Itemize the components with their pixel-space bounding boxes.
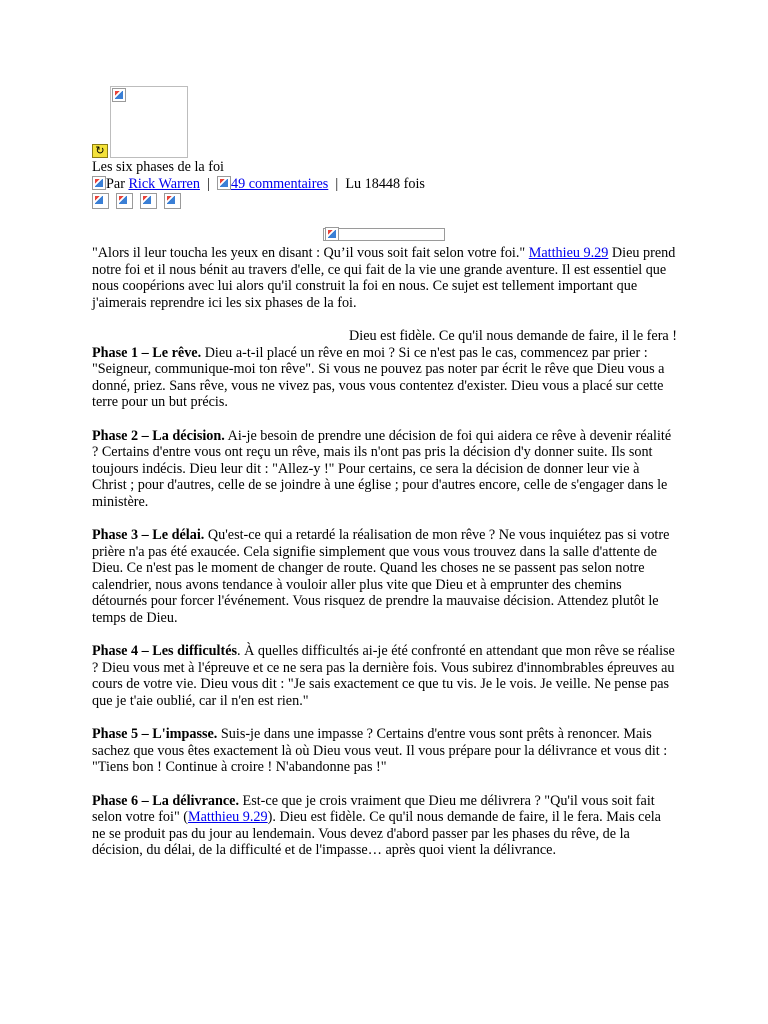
comments-link[interactable]: 49 commentaires bbox=[230, 176, 329, 192]
author-link[interactable]: Rick Warren bbox=[128, 176, 200, 192]
scripture-link[interactable]: Matthieu 9.29 bbox=[188, 809, 268, 826]
scripture-link[interactable]: Matthieu 9.29 bbox=[528, 245, 609, 261]
phase-text: Ai-je besoin de prendre une décision de foi qui aidera ce rêve à devenir réalité ? Certains d'entre vous ont reçu un rêve, mais ils n'ont pas pris la décision d'y donner suite. Ils sont toujours indécis. Dieu leur dit : "Allez-y !" Pour certains, ce sera la décision de donner leur vie à Christ ; pour d'autres, celle de se joindre à une église ; pour d'autres encore, celle de s'engager dans le ministère. bbox=[92, 427, 672, 510]
byline-prefix: Par bbox=[106, 176, 125, 192]
phase-1 bbox=[92, 345, 677, 411]
pull-quote: Dieu est fidèle. Ce qu'il nous demande de faire, il le fera ! bbox=[349, 327, 677, 344]
phase-3 bbox=[92, 527, 677, 627]
intro-paragraph bbox=[92, 245, 677, 311]
article-title: Les six phases de la foi bbox=[92, 159, 224, 175]
meta-separator: | bbox=[207, 176, 210, 192]
view-count: Lu 18448 fois bbox=[345, 176, 425, 192]
phase-6 bbox=[92, 793, 677, 859]
phase-title: Phase 4 – Les difficultés bbox=[92, 643, 238, 660]
phase-text: Est-ce que je crois vraiment que Dieu me délivrera ? "Qu'il vous soit fait selon votre foi" ( bbox=[92, 792, 655, 826]
phase-title: Phase 1 – Le rêve. bbox=[92, 344, 202, 361]
phase-title: Phase 6 – La délivrance. bbox=[92, 792, 239, 809]
comments-icon bbox=[217, 176, 231, 190]
share-icons bbox=[92, 193, 188, 212]
phase-text: ). Dieu est fidèle. Ce qu'il nous demande de faire, il le fera. Mais cela ne se produit pas du jour au lendemain. Vous devez d'abord passer par les phases du rêve, de la décision, du délai, de la difficulté et de l'impasse… après quoi vient la délivrance. bbox=[92, 809, 661, 859]
broken-image-icon bbox=[112, 88, 126, 102]
meta-separator: | bbox=[335, 176, 339, 192]
phase-text: . À quelles difficultés ai-je été confronté en attendant que mon rêve se réalise ? Dieu vous met à l'épreuve et ce ne sera pas la dernière fois. Vous subirez d'innombrables épreuves au cours de votre vie. Dieu vous dit : "Je sais exactement ce que tu vis. Je le vois. Je veille. Ne pense pas que je t'aie oublié, car il n'en est rien." bbox=[92, 643, 675, 710]
phase-text: Qu'est-ce qui a retardé la réalisation de mon rêve ? Ne vous inquiétez pas si votre prière n'a pas été exaucée. Cela signifie simplement que vous vous trouvez dans la salle d'attente de Dieu. Ce n'est pas le moment de changer de route. Quand les choses ne se passent pas selon notre calendrier, nous avons tendance à vouloir aller plus vite que Dieu et à emprunter des chemins détournés pour forcer l'événement. Vous risquez de prendre la mauvaise décision. Attendez plutôt le temps de Dieu. bbox=[92, 527, 670, 627]
phase-2 bbox=[92, 428, 677, 511]
phase-title: Phase 2 – La décision. bbox=[92, 427, 225, 444]
banner-image bbox=[323, 228, 445, 241]
share-icon-4[interactable] bbox=[164, 193, 181, 209]
phase-title: Phase 3 – Le délai. bbox=[92, 527, 205, 544]
phase-text: Dieu a-t-il placé un rêve en moi ? Si ce n'est pas le cas, commencez par prier : "Seigneur, communique-moi ton rêve". Si vous ne pouvez pas noter par écrit le rêve que Dieu vous a donné, priez. Sans rêve, vous ne vivez pas, vous vous contentez d'exister. Dieu vous a placé sur cette terre pour un but précis. bbox=[92, 344, 665, 411]
share-icon-3[interactable] bbox=[140, 193, 157, 209]
share-icon-1[interactable] bbox=[92, 193, 109, 209]
article-meta bbox=[92, 176, 425, 193]
article-thumbnail bbox=[110, 86, 188, 158]
article-body bbox=[92, 245, 677, 876]
share-icon-2[interactable] bbox=[116, 193, 133, 209]
phase-5 bbox=[92, 726, 677, 776]
phase-title: Phase 5 – L'impasse. bbox=[92, 726, 218, 743]
intro-text: Dieu prend notre foi et il nous bénit au travers d'elle, ce qui fait de la vie une grande aventure. Il est essentiel que nous coopérions avec lui alors qu'il construit la foi en nous. Ce sujet est tellement important que j'aimerais reprendre ici les six phases de la foi. bbox=[92, 245, 676, 311]
intro-quote: "Alors il leur toucha les yeux en disant : Qu’il vous soit fait selon votre foi." bbox=[92, 245, 526, 261]
author-icon bbox=[92, 176, 106, 190]
rss-icon[interactable]: ↻ bbox=[92, 144, 108, 158]
phase-4 bbox=[92, 643, 677, 709]
phase-text: Suis-je dans une impasse ? Certains d'entre vous sont prêts à renoncer. Mais sachez que vous êtes exactement là où Dieu vous veut. Il vous prépare pour la délivrance et vous dit : "Tiens bon ! Continue à croire ! N'abandonne pas !" bbox=[92, 726, 668, 776]
broken-image-icon bbox=[325, 227, 339, 241]
